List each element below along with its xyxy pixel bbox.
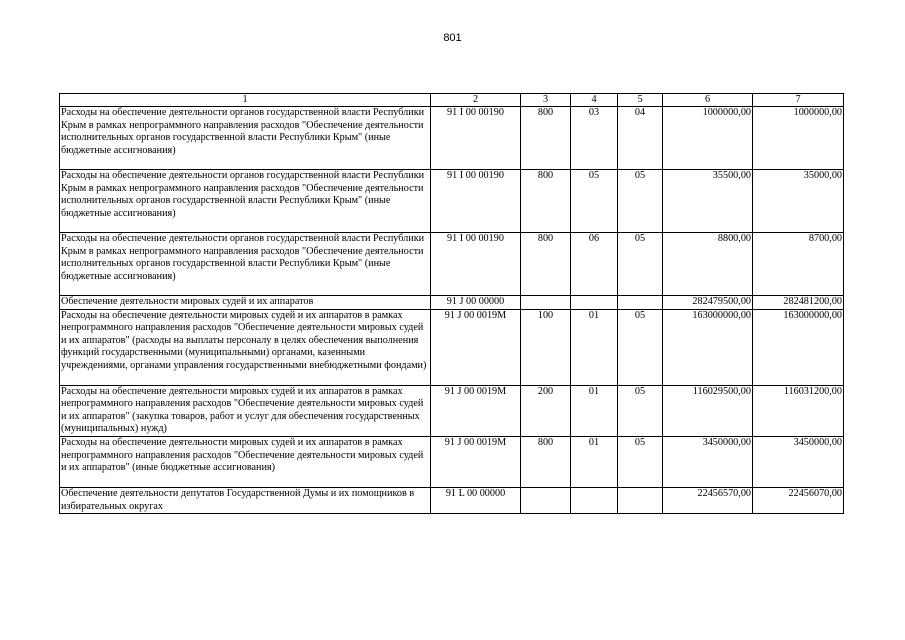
row-amount-year1: 163000000,00 bbox=[663, 309, 753, 385]
row-amount-year1: 35500,00 bbox=[663, 170, 753, 233]
row-amount-year2: 282481200,00 bbox=[753, 296, 844, 310]
row-amount-year2: 8700,00 bbox=[753, 233, 844, 296]
table-row bbox=[60, 487, 844, 513]
table-row bbox=[60, 296, 844, 310]
page-number: 801 bbox=[443, 32, 462, 44]
row-expense-type bbox=[521, 296, 571, 310]
row-subsection: 05 bbox=[618, 436, 663, 487]
header-cell: 1 bbox=[60, 94, 431, 107]
row-expense-type: 800 bbox=[521, 436, 571, 487]
row-amount-year2: 163000000,00 bbox=[753, 309, 844, 385]
row-subsection: 05 bbox=[618, 309, 663, 385]
row-amount-year2: 35000,00 bbox=[753, 170, 844, 233]
row-expense-type: 200 bbox=[521, 385, 571, 436]
header-cell: 5 bbox=[618, 94, 663, 107]
row-target-code: 91 J 00 0019M bbox=[431, 385, 521, 436]
table-row bbox=[60, 170, 844, 233]
row-subsection bbox=[618, 487, 663, 513]
row-subsection: 05 bbox=[618, 385, 663, 436]
row-subsection: 04 bbox=[618, 107, 663, 170]
budget-table bbox=[59, 93, 844, 514]
row-amount-year1: 282479500,00 bbox=[663, 296, 753, 310]
row-section: 03 bbox=[571, 107, 618, 170]
table-row bbox=[60, 385, 844, 436]
row-section bbox=[571, 296, 618, 310]
row-subsection bbox=[618, 296, 663, 310]
row-description: Расходы на обеспечение деятельности органов государственной власти Республики Крым в рамках непрограммного направления расходов "Обеспечение деятельности исполнительных органов государственной власти Республики Крым" (иные бюджетные ассигнования) bbox=[60, 107, 431, 170]
row-section: 01 bbox=[571, 436, 618, 487]
row-section bbox=[571, 487, 618, 513]
row-description: Расходы на обеспечение деятельности органов государственной власти Республики Крым в рамках непрограммного направления расходов "Обеспечение деятельности исполнительных органов государственной власти Республики Крым" (иные бюджетные ассигнования) bbox=[60, 233, 431, 296]
row-section: 06 bbox=[571, 233, 618, 296]
row-target-code: 91 J 00 0019M bbox=[431, 309, 521, 385]
row-amount-year1: 3450000,00 bbox=[663, 436, 753, 487]
row-target-code: 91 I 00 00190 bbox=[431, 107, 521, 170]
table-row bbox=[60, 309, 844, 385]
table-header-row bbox=[60, 94, 844, 107]
row-section: 01 bbox=[571, 309, 618, 385]
table-row bbox=[60, 436, 844, 487]
row-amount-year2: 22456070,00 bbox=[753, 487, 844, 513]
header-cell: 6 bbox=[663, 94, 753, 107]
row-target-code: 91 I 00 00190 bbox=[431, 233, 521, 296]
row-description: Расходы на обеспечение деятельности органов государственной власти Республики Крым в рамках непрограммного направления расходов "Обеспечение деятельности исполнительных органов государственной власти Республики Крым" (иные бюджетные ассигнования) bbox=[60, 170, 431, 233]
header-cell: 2 bbox=[431, 94, 521, 107]
row-description: Расходы на обеспечение деятельности мировых судей и их аппаратов в рамках непрограммного направления расходов "Обеспечение деятельности мировых судей и их аппаратов" (иные бюджетные ассигнования) bbox=[60, 436, 431, 487]
row-amount-year1: 1000000,00 bbox=[663, 107, 753, 170]
row-expense-type: 800 bbox=[521, 107, 571, 170]
table-row bbox=[60, 107, 844, 170]
table-row bbox=[60, 233, 844, 296]
row-target-code: 91 I 00 00190 bbox=[431, 170, 521, 233]
row-expense-type: 800 bbox=[521, 233, 571, 296]
row-section: 01 bbox=[571, 385, 618, 436]
row-description: Обеспечение деятельности депутатов Государственной Думы и их помощников в избирательных округах bbox=[60, 487, 431, 513]
row-target-code: 91 J 00 0019M bbox=[431, 436, 521, 487]
row-description: Расходы на обеспечение деятельности мировых судей и их аппаратов в рамках непрограммного направления расходов "Обеспечение деятельности мировых судей и их аппаратов" (закупка товаров, работ и услуг для обеспечения государственных (муниципальных) нужд) bbox=[60, 385, 431, 436]
row-description: Обеспечение деятельности мировых судей и их аппаратов bbox=[60, 296, 431, 310]
row-amount-year2: 116031200,00 bbox=[753, 385, 844, 436]
row-description: Расходы на обеспечение деятельности мировых судей и их аппаратов в рамках непрограммного направления расходов "Обеспечение деятельности мировых судей и их аппаратов" (расходы на выплаты персоналу в целях обеспечения выполнения функций государственными (муниципальными) органами, казенными учреждениями, органами управления государственными внебюджетными фондами) bbox=[60, 309, 431, 385]
row-section: 05 bbox=[571, 170, 618, 233]
row-expense-type bbox=[521, 487, 571, 513]
header-cell: 3 bbox=[521, 94, 571, 107]
row-target-code: 91 J 00 00000 bbox=[431, 296, 521, 310]
row-amount-year1: 8800,00 bbox=[663, 233, 753, 296]
row-amount-year1: 116029500,00 bbox=[663, 385, 753, 436]
row-amount-year2: 3450000,00 bbox=[753, 436, 844, 487]
row-expense-type: 800 bbox=[521, 170, 571, 233]
row-expense-type: 100 bbox=[521, 309, 571, 385]
row-amount-year2: 1000000,00 bbox=[753, 107, 844, 170]
header-cell: 4 bbox=[571, 94, 618, 107]
row-amount-year1: 22456570,00 bbox=[663, 487, 753, 513]
row-target-code: 91 L 00 00000 bbox=[431, 487, 521, 513]
header-cell: 7 bbox=[753, 94, 844, 107]
row-subsection: 05 bbox=[618, 233, 663, 296]
row-subsection: 05 bbox=[618, 170, 663, 233]
